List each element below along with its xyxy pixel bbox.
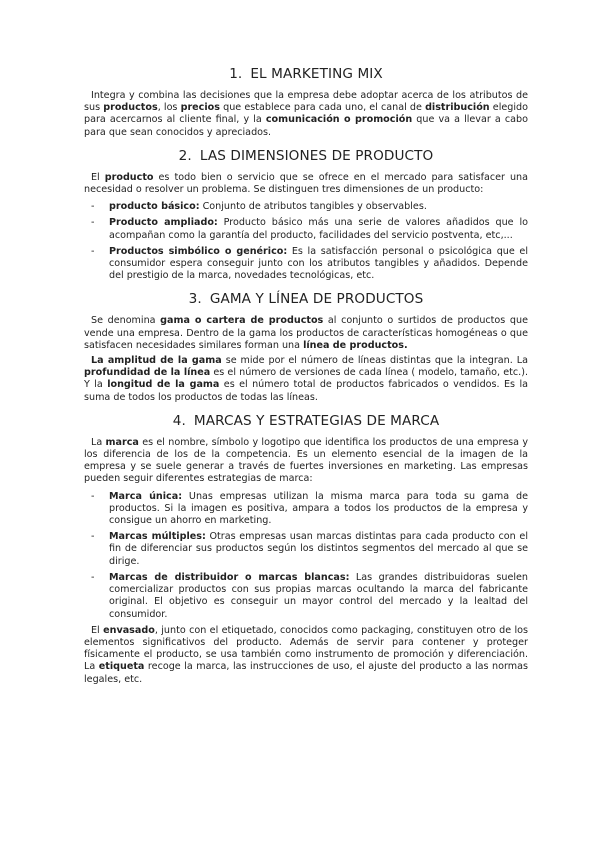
- bullet-list: [84, 201, 528, 282]
- bold-term: productos: [103, 102, 158, 114]
- section-marketing-mix: [84, 66, 528, 139]
- bold-term: Producto ampliado:: [109, 217, 218, 229]
- bold-term: marca: [105, 436, 139, 448]
- paragraph: La marca es el nombre, símbolo y logotipo que identifica los productos de una empresa y los diferencia de los de la competencia. Es un elemento esencial de la imagen de la empresa y se suele generar a través de fuertes inversiones en marketing. Las empresas pueden seguir diferentes estrategias de marca:: [84, 436, 528, 485]
- dash-bullet-icon: -: [91, 490, 95, 502]
- list-item: - Marca única: Unas empresas utilizan la misma marca para toda su gama de productos. Si la imagen es positiva, ampara a todos los productos de la empresa y consigue un ahorro en marketing.: [91, 490, 528, 527]
- dash-bullet-icon: -: [91, 245, 95, 257]
- list-item: - Marcas múltiples: Otras empresas usan marcas distintas para cada producto con el fin de diferenciar sus productos según los distintos segmentos del mercado al que se dirige.: [91, 531, 528, 567]
- bold-term: precios: [180, 102, 220, 114]
- paragraph: El envasado, junto con el etiquetado, conocidos como packaging, constituyen otro de los elementos significativos del producto. Además de servir para contener y proteger físicamente el producto, se usa también como instrumento de promoción y diferenciación. La etiqueta recoge la marca, las instrucciones de uso, el ajuste del producto a las normas legales, etc.: [84, 624, 528, 685]
- bold-term: Productos simbólico o genérico:: [109, 245, 288, 257]
- list-item: - Marcas de distribuidor o marcas blancas: Las grandes distribuidoras suelen comercializar productos con sus propias marcas ocultando la marca del fabricante original. El objetivo es conseguir un mayor control del mercado y la lealtad del consumidor.: [91, 571, 528, 620]
- bullet-list: [84, 491, 528, 621]
- dash-bullet-icon: -: [91, 571, 95, 583]
- bold-term: Marcas múltiples:: [109, 531, 206, 543]
- bold-term: profundidad de la línea: [84, 367, 211, 379]
- section-heading: 4. MARCAS Y ESTRATEGIAS DE MARCA: [172, 412, 440, 429]
- paragraph: Integra y combina las decisiones que la empresa debe adoptar acerca de los atributos de sus productos, los precios que establece para cada uno, el canal de distribución elegido para acercarnos al cliente final, y la comunicación o promoción que va a llevar a cabo para que sean conocidos y apreciados.: [84, 90, 528, 138]
- bold-term: comunicación o promoción: [265, 114, 413, 126]
- bold-term: Marcas de distribuidor o marcas blancas:: [109, 571, 350, 583]
- dash-bullet-icon: -: [91, 201, 95, 213]
- paragraph: El producto es todo bien o servicio que se ofrece en el mercado para satisfacer una necesidad o resolver un problema. Se distinguen tres dimensiones de un producto:: [84, 171, 529, 196]
- section-dimensiones-producto: [84, 148, 528, 283]
- section-gama-linea: [84, 291, 528, 403]
- document-page: [84, 66, 528, 695]
- list-item: - Productos simbólico o genérico: Es la satisfacción personal o psicológica que el consumidor espera conseguir junto con los atributos tangibles y añadidos. Depende del prestigio de la marca, novedades tecnológicas, etc.: [91, 245, 529, 282]
- bold-term: longitud de la gama: [107, 379, 220, 391]
- bold-term: envasado: [103, 624, 155, 636]
- bold-term: La amplitud de la gama: [91, 355, 222, 367]
- list-item: - Producto ampliado: Producto básico más una serie de valores añadidos que lo acompañan como la garantía del producto, facilidades del servicio postventa, etc,...: [91, 217, 528, 241]
- list-item: - producto básico: Conjunto de atributos tangibles y observables.: [91, 201, 427, 213]
- section-heading: 1. EL MARKETING MIX: [229, 66, 383, 82]
- paragraph: Se denomina gama o cartera de productos al conjunto o surtidos de productos que vende una empresa. Dentro de la gama los productos de características homogéneas o que satisfacen necesidades similares forman una línea de productos.: [84, 315, 529, 351]
- bold-term: producto básico:: [109, 201, 200, 213]
- bold-term: Marca única:: [109, 490, 183, 502]
- bold-term: línea de productos.: [303, 339, 408, 351]
- section-marcas-estrategias: [84, 413, 528, 686]
- section-heading: 3. GAMA Y LÍNEA DE PRODUCTOS: [188, 291, 424, 308]
- bold-term: etiqueta: [98, 661, 145, 673]
- dash-bullet-icon: -: [91, 217, 95, 229]
- section-heading: 2. LAS DIMENSIONES DE PRODUCTO: [178, 147, 434, 164]
- bold-term: gama o cartera de productos: [160, 315, 324, 327]
- bold-term: producto: [104, 171, 154, 183]
- paragraph: La amplitud de la gama se mide por el número de líneas distintas que la integran. La profundidad de la línea es el número de versiones de cada línea ( modelo, tamaño, etc.). Y la longitud de la gama es el número total de productos fabricados o vendidos. Es la suma de todos los productos de todas las líneas.: [84, 355, 529, 403]
- dash-bullet-icon: -: [91, 531, 95, 543]
- bold-term: distribución: [425, 102, 490, 114]
